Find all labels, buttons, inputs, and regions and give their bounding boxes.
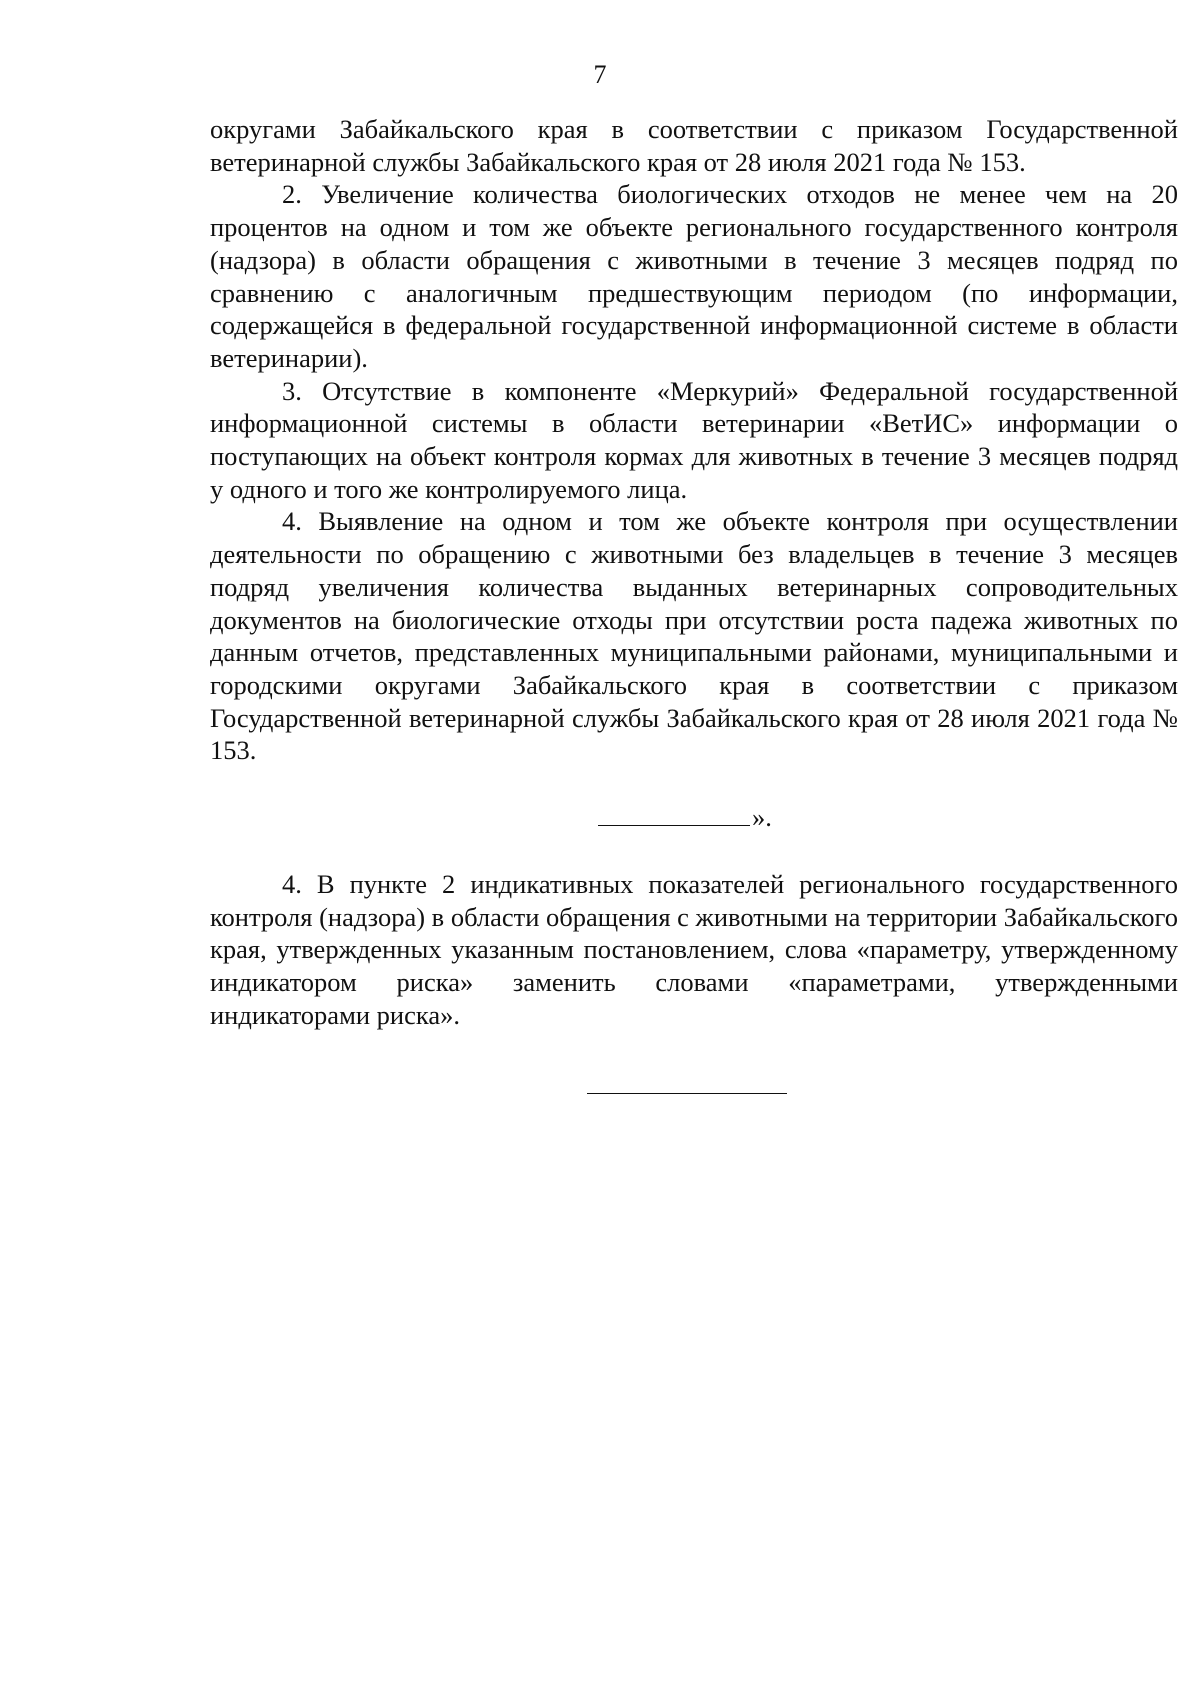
document-body — [210, 113, 1178, 767]
paragraph-item-4: 4. Выявление на одном и том же объекте контроля при осуществлении деятельности по обращению с животными без владельцев в течение 3 месяцев подряд увеличения количества выданных ветеринарных сопроводительных документов на биологические отходы при отсутствии роста падежа животных по данным отчетов, представленных муниципальными районами, муниципальными и городскими округами Забайкальского края в соответствии с приказом Государственной ветеринарной службы Забайкальского края от 28 июля 2021 года № 153. — [210, 506, 1178, 766]
amendment-item-4: 4. В пункте 2 индикативных показателей регионального государственного контроля (надзора) в области обращения с животными на территории Забайкальского края, утвержденных указанным постановлением, слова «параметру, утвержденному индикатором риска» заменить словами «параметрами, утвержденными индикаторами риска». — [210, 869, 1178, 1030]
closing-quote-mark: ». — [752, 802, 772, 832]
closing-underline — [598, 803, 750, 826]
paragraph-item-3: 3. Отсутствие в компоненте «Меркурий» Федеральной государственной информационной системы в области ветеринарии «ВетИС» информации о поступающих на объект контроля кормах для животных в течение 3 месяцев подряд у одного и того же контролируемого лица. — [210, 375, 1178, 504]
paragraph-item-2: 2. Увеличение количества биологических отходов не менее чем на 20 процентов на одном и том же объекте регионального государственного контроля (надзора) в области обращения с животными в течение 3 месяцев подряд по сравнению с аналогичным предшествующим периодом (по информации, содержащейся в федеральной государственной информационной системе в области ветеринарии). — [210, 179, 1178, 373]
end-of-document-rule — [587, 1093, 787, 1094]
paragraph-continuation: округами Забайкальского края в соответствии с приказом Государственной ветеринарной службы Забайкальского края от 28 июля 2021 года № 153. — [210, 114, 1178, 177]
amendment-section — [210, 868, 1178, 1032]
page-number: 7 — [593, 60, 607, 89]
closing-quote-line — [598, 801, 772, 833]
